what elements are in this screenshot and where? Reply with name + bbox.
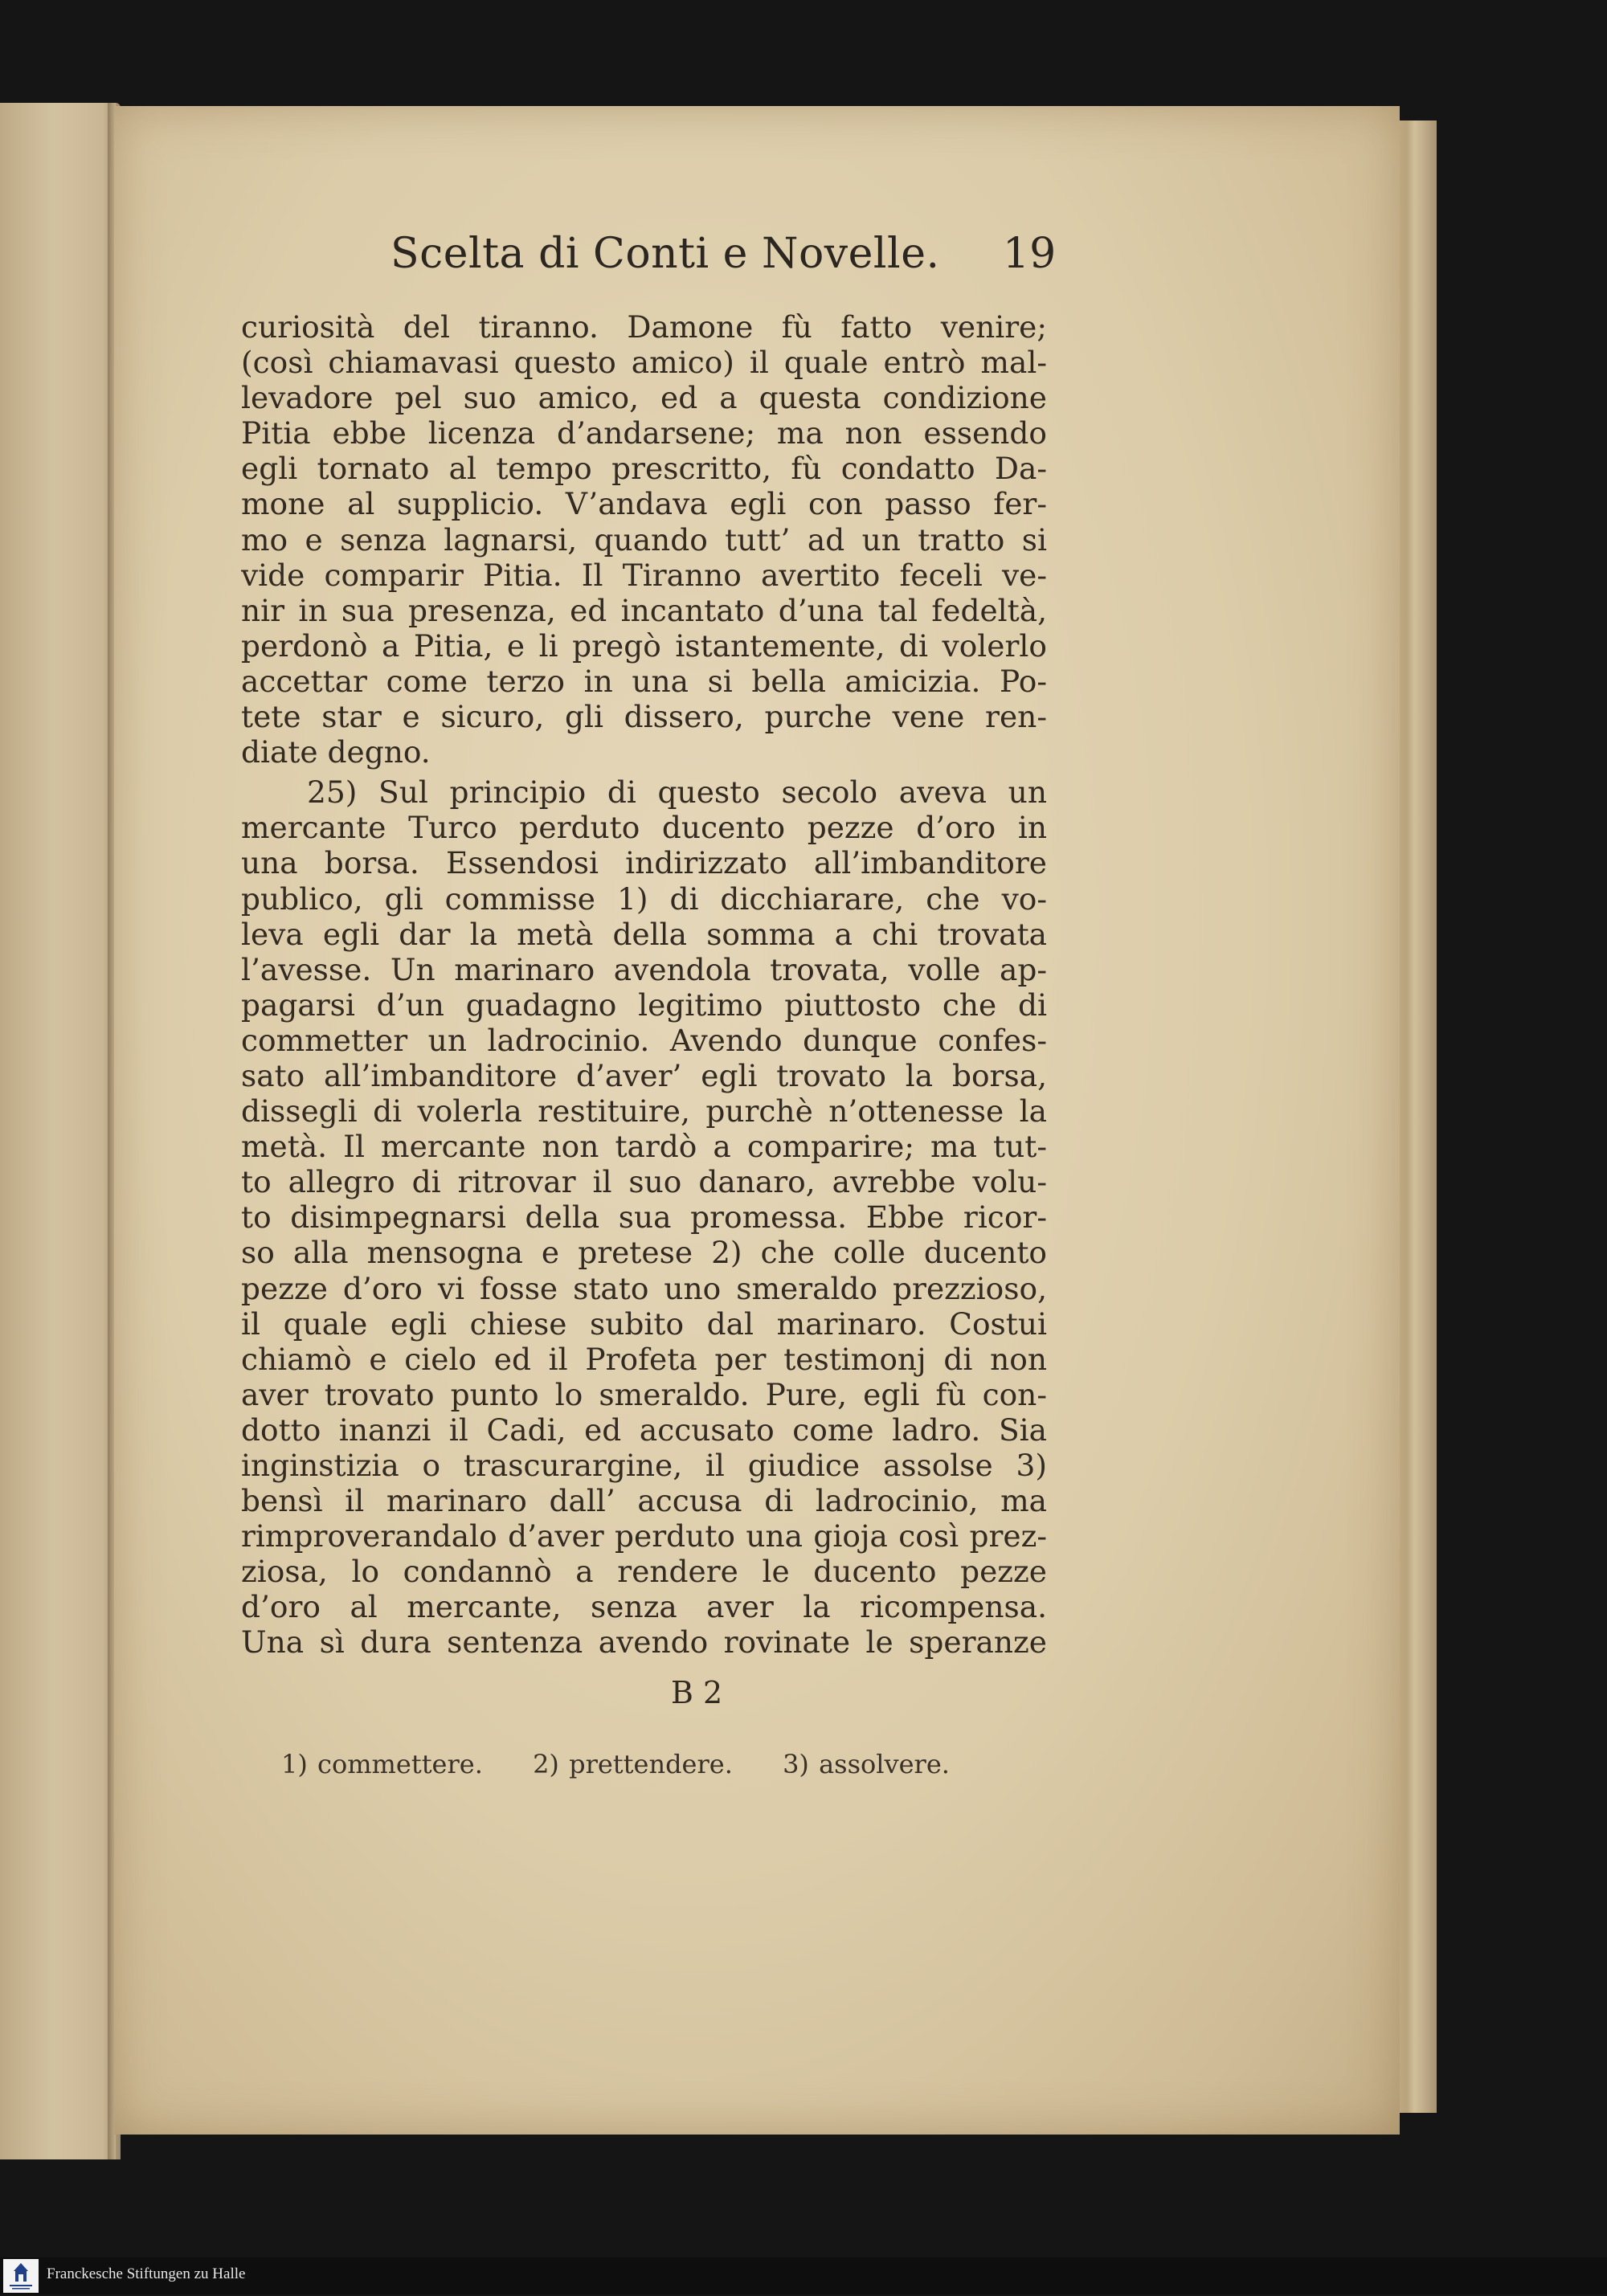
text-line: egli tornato al tempo prescritto, fù condatto Da- [241,451,1047,487]
text-line: bensì il marinaro dall’ accusa di ladrocinio, ma [241,1483,1047,1519]
text-line: levadore pel suo amico, ed a questa condizione [241,380,1047,416]
text-line: ziosa, lo condannò a rendere le ducento pezze [241,1554,1047,1590]
text-line: mercante Turco perduto ducento pezze d’oro in [241,810,1047,846]
footnotes [281,1749,990,1779]
library-label: Franckesche Stiftungen zu Halle [47,2265,246,2282]
footnote-3: 3) assolvere. [783,1749,950,1779]
text-line: perdonò a Pitia, e li pregò istantemente, di volerlo [241,627,1047,664]
text-line: dotto inanzi il Cadi, ed accusato come ladro. Sia [241,1412,1047,1448]
text-line: leva egli dar la metà della somma a chi trovata [241,916,1047,952]
text-line: l’avesse. Un marinaro avendola trovata, volle ap- [241,951,1047,987]
footnote-1: 1) commettere. [281,1749,483,1779]
text-line: metà. Il mercante non tardò a comparire; ma tut- [241,1129,1047,1165]
body-text [241,309,1047,1661]
text-line: rimproverandalo d’aver perduto una gioja così prez- [241,1518,1047,1554]
text-line: inginstizia o trascurargine, il giudice assolse 3) [241,1448,1047,1483]
page-header [241,230,1057,286]
text-line: diate degno. [241,734,431,770]
text-line: so alla mensogna e pretese 2) che colle ducento [241,1235,1047,1271]
text-line: dissegli di volerla restituire, purchè n’ottenesse la [241,1093,1047,1130]
facing-page [0,103,121,2159]
text-line: tete star e sicuro, gli dissero, purche vene ren- [241,699,1047,735]
text-line: accettar come terzo in una si bella amicizia. Po- [241,663,1047,699]
text-line: d’oro al mercante, senza aver la ricompensa. [241,1589,1047,1625]
text-line: Pitia ebbe licenza d’andarsene; ma non essendo [241,415,1047,451]
text-line: curiosità del tiranno. Damone fù fatto venire; [241,309,1047,345]
text-line: vide comparir Pitia. Il Tiranno avertito feceli ve- [241,557,1047,593]
text-line: publico, gli commisse 1) di dicchiarare, che vo- [241,880,1047,917]
text-line: sato all’imbanditore d’aver’ egli trovato la borsa, [241,1057,1047,1093]
text-line: mone al supplicio. V’andava egli con passo fer- [241,486,1047,522]
text-line: chiamò e cielo ed il Profeta per testimonj di non [241,1341,1047,1377]
text-line: Una sì dura sentenza avendo rovinate le speranze [241,1624,1047,1661]
text-line: il quale egli chiese subito dal marinaro. Costui [241,1305,1047,1342]
text-line: commetter un ladrocinio. Avendo dunque confes- [241,1022,1047,1058]
signature-mark: B 2 [671,1675,723,1710]
text-line: aver trovato punto lo smeraldo. Pure, egli fù con- [241,1376,1047,1412]
text-line: pagarsi d’un guadagno legitimo piuttosto che di [241,987,1047,1023]
text-line: to disimpegnarsi della sua promessa. Ebbe ricor- [241,1199,1047,1236]
text-line: pezze d’oro vi fosse stato uno smeraldo prezzioso, [241,1270,1047,1306]
paragraph-start: 25) Sul principio di questo secolo aveva un [307,774,1047,811]
text-line: una borsa. Essendosi indirizzato all’imbanditore [241,845,1047,881]
text-line: (così chiamavasi questo amico) il quale entrò mal- [241,345,1047,381]
running-title: Scelta di Conti e Novelle. [391,230,940,278]
page-number: 19 [1003,230,1057,278]
text-line: mo e senza lagnarsi, quando tutt’ ad un tratto si [241,521,1047,558]
library-logo-icon [3,2259,39,2293]
text-line: nir in sua presenza, ed incantato d’una tal fedeltà, [241,592,1047,628]
text-line: to allegro di ritrovar il suo danaro, avrebbe volu- [241,1164,1047,1200]
footnote-2: 2) prettendere. [533,1749,733,1779]
